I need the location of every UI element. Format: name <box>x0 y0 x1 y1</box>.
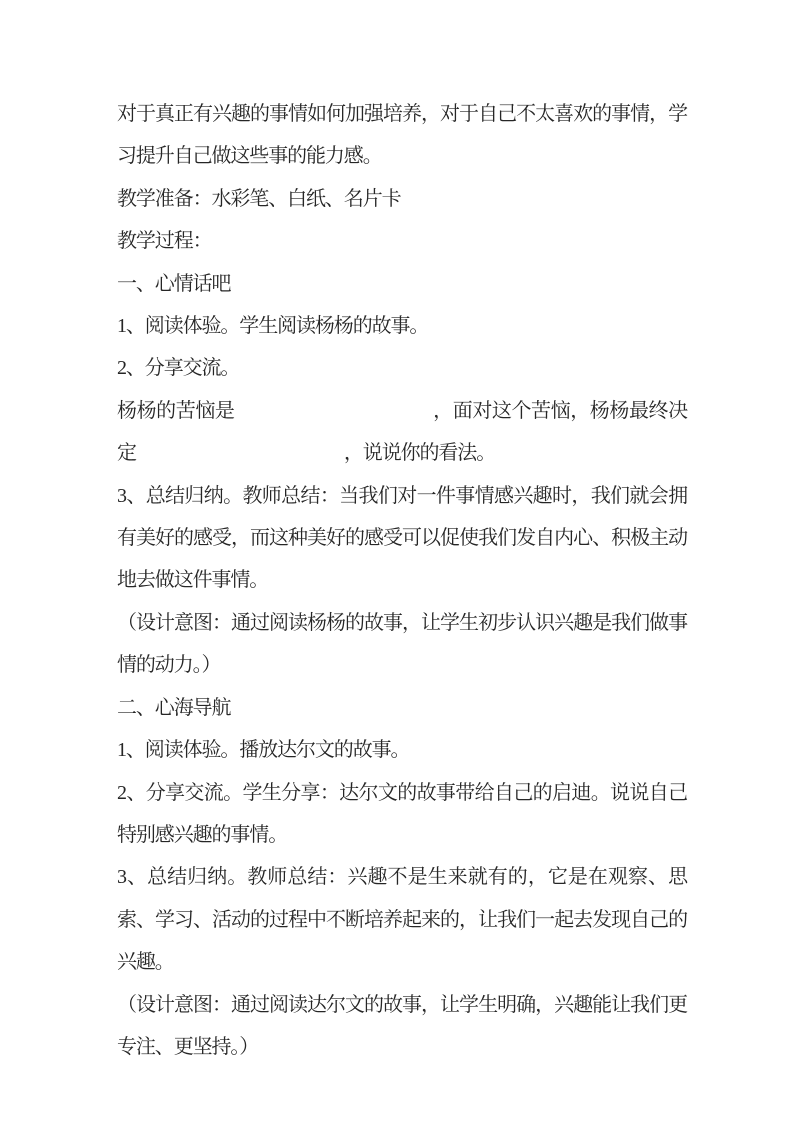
paragraph-teaching-process-heading: 教学过程： <box>117 230 212 253</box>
fill-blank-line-1 <box>117 390 687 432</box>
paragraph-design-intent-1: （设计意图：通过阅读杨杨的故事，让学生初步认识兴趣是我们做事情的动力。） <box>117 611 687 677</box>
text-run: ，说说你的看法。 <box>343 442 496 465</box>
fill-blank-line-2 <box>117 432 687 474</box>
text-run: 定 <box>117 442 136 465</box>
text-run: ，面对这个苦恼，杨杨最终决 <box>432 399 688 422</box>
document-body <box>117 93 687 1068</box>
fill-in-blank-1 <box>234 416 432 417</box>
paragraph-step-2-1: 1、阅读体验。播放达尔文的故事。 <box>117 739 410 762</box>
paragraph-step-2-3-summary: 3、总结归纳。教师总结：兴趣不是生来就有的，它是在观察、思索、学习、活动的过程中不断培养起来的，让我们一起去发现自己的兴趣。 <box>117 866 687 974</box>
section-heading-1: 一、心情话吧 <box>117 272 231 295</box>
paragraph-step-2-2: 2、分享交流。学生分享：达尔文的故事带给自己的启迪。说说自己特别感兴趣的事情。 <box>117 781 687 846</box>
paragraph-intro-continuation: 对于真正有兴趣的事情如何加强培养，对于自己不太喜欢的事情，学习提升自己做这些事的能力感。 <box>117 103 687 168</box>
paragraph-step-1-1: 1、阅读体验。学生阅读杨杨的故事。 <box>117 315 429 338</box>
paragraph-design-intent-2: （设计意图：通过阅读达尔文的故事，让学生明确，兴趣能让我们更专注、更坚持。） <box>117 993 687 1058</box>
paragraph-teaching-materials: 教学准备：水彩笔、白纸、名片卡 <box>117 187 401 210</box>
fill-in-blank-2 <box>136 458 344 459</box>
text-run: 杨杨的苦恼是 <box>117 399 235 422</box>
paragraph-step-1-2: 2、分享交流。 <box>117 357 240 380</box>
fill-in-blank-paragraph <box>117 390 687 475</box>
section-heading-2: 二、心海导航 <box>117 696 231 719</box>
paragraph-step-1-3-summary: 3、总结归纳。教师总结：当我们对一件事情感兴趣时，我们就会拥有美好的感受，而这种美好的感受可以促使我们发自内心、积极主动地去做这件事情。 <box>117 484 687 592</box>
